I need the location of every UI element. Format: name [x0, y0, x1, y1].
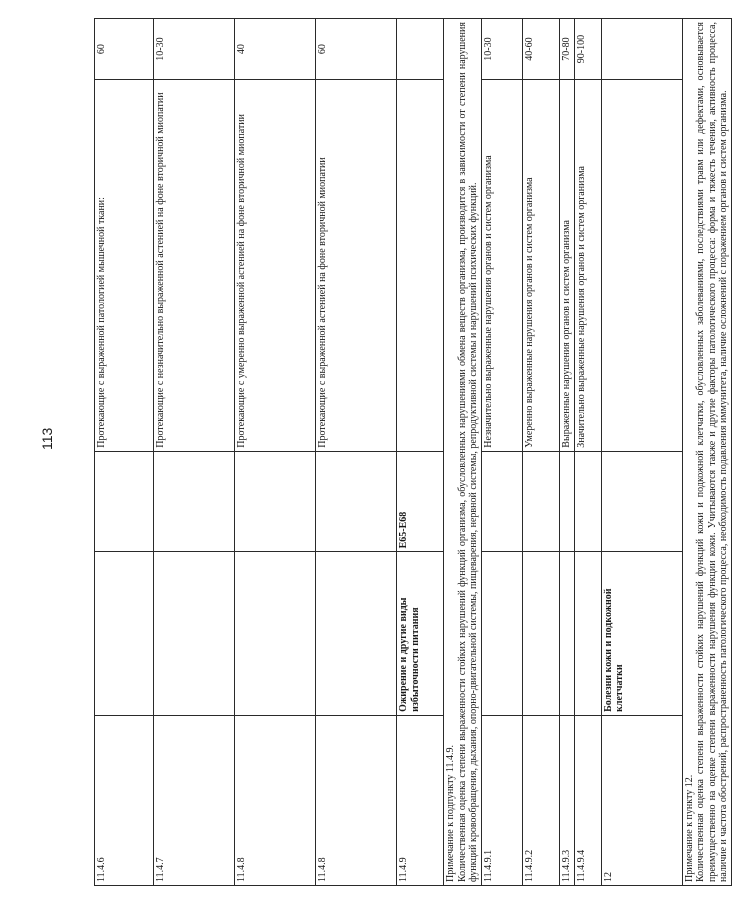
code-cell: 11.4.9.4 — [574, 715, 601, 885]
name-cell — [95, 552, 154, 715]
desc-cell: Умеренно выраженные нарушения органов и систем организма — [522, 80, 559, 452]
icd-cell — [559, 451, 574, 552]
code-cell: 11.4.8 — [235, 715, 316, 885]
pct-cell: 60 — [95, 19, 154, 80]
classification-table — [94, 18, 732, 886]
code-cell: 11.4.8 — [316, 715, 397, 885]
table-row — [522, 19, 559, 886]
icd-cell — [154, 451, 235, 552]
code-cell: 11.4.7 — [154, 715, 235, 885]
icd-cell — [574, 451, 601, 552]
table-row — [316, 19, 397, 886]
note-cell — [444, 19, 482, 886]
pct-cell — [601, 19, 682, 80]
code-cell: 11.4.9.3 — [559, 715, 574, 885]
note-title: Примечание к подпункту 11.4.9. — [445, 744, 456, 882]
desc-cell: Протекающие с выраженной патологией мышечной ткани: — [95, 80, 154, 452]
pct-cell: 60 — [316, 19, 397, 80]
page-number: 113 — [39, 427, 55, 450]
icd-cell — [601, 451, 682, 552]
desc-cell: Протекающие с незначительно выраженной астенией на фоне вторичной миопатии — [154, 80, 235, 452]
pct-cell: 40 — [235, 19, 316, 80]
table-row — [154, 19, 235, 886]
note-row — [444, 19, 482, 886]
desc-cell: Протекающие с умеренно выраженной астенией на фоне вторичной миопатии — [235, 80, 316, 452]
code-cell: 11.4.9.2 — [522, 715, 559, 885]
desc-cell — [601, 80, 682, 452]
table-row — [559, 19, 574, 886]
desc-cell: Незначительно выраженные нарушения органов и систем организма — [481, 80, 522, 452]
note-text: Количественная оценка степени выраженности стойких нарушений функций кожи и подкожной клетчатки, обусловленных заболеваниями, последствиями травм или дефектами, основывается преимущественно на оценке степени выраженности нарушения функции кожи. Учитываются также и другие факторы патологического процесса: форма и тяжесть течения, активность процесса, наличие и частота обострений, распространенность патологического процесса, необходимость подавления иммунитета, наличие осложнений с поражением органов и систем организма. — [695, 22, 729, 882]
desc-cell: Выраженные нарушения органов и систем организма — [559, 80, 574, 452]
pct-cell: 10-30 — [481, 19, 522, 80]
name-cell — [574, 552, 601, 715]
table-row — [235, 19, 316, 886]
rotated-table-page — [94, 18, 729, 886]
icd-cell — [522, 451, 559, 552]
table-row — [481, 19, 522, 886]
pct-cell: 70-80 — [559, 19, 574, 80]
table-row — [574, 19, 601, 886]
table-row — [601, 19, 682, 886]
code-cell: 12 — [601, 715, 682, 885]
code-cell: 11.4.9.1 — [481, 715, 522, 885]
note-cell — [682, 19, 731, 886]
name-cell: Болезни кожи и подкожной клетчатки — [601, 552, 682, 715]
icd-cell — [316, 451, 397, 552]
icd-cell — [95, 451, 154, 552]
name-cell — [154, 552, 235, 715]
name-cell — [235, 552, 316, 715]
note-title: Примечание к пункту 12. — [683, 774, 695, 882]
icd-cell — [481, 451, 522, 552]
pct-cell: 90-100 — [574, 19, 601, 80]
table-row — [95, 19, 154, 886]
name-cell — [522, 552, 559, 715]
name-cell — [316, 552, 397, 715]
desc-cell: Значительно выраженные нарушения органов и систем организма — [574, 80, 601, 452]
icd-cell — [235, 451, 316, 552]
pct-cell: 10-30 — [154, 19, 235, 80]
desc-cell: Протекающие с выраженной астенией на фоне вторичной миопатии — [316, 80, 397, 452]
code-cell: 11.4.6 — [95, 715, 154, 885]
pct-cell — [397, 19, 444, 80]
table-row — [397, 19, 444, 886]
note-row — [682, 19, 731, 886]
desc-cell — [397, 80, 444, 452]
code-cell: 11.4.9 — [397, 715, 444, 885]
name-cell — [559, 552, 574, 715]
note-text: Количественная оценка степени выраженности стойких нарушений функций организма, обусловленных нарушениями обмена веществ организма, производится в зависимости от степени нарушения функций кровообращения, дыхания, опорно-двигательной системы, пищеварения, нервной системы, репродуктивной системы и нарушений психических функций. — [456, 22, 479, 882]
name-cell: Ожирение и другие виды избыточности питания — [397, 552, 444, 715]
icd-cell: E65-E68 — [397, 451, 444, 552]
pct-cell: 40-60 — [522, 19, 559, 80]
name-cell — [481, 552, 522, 715]
